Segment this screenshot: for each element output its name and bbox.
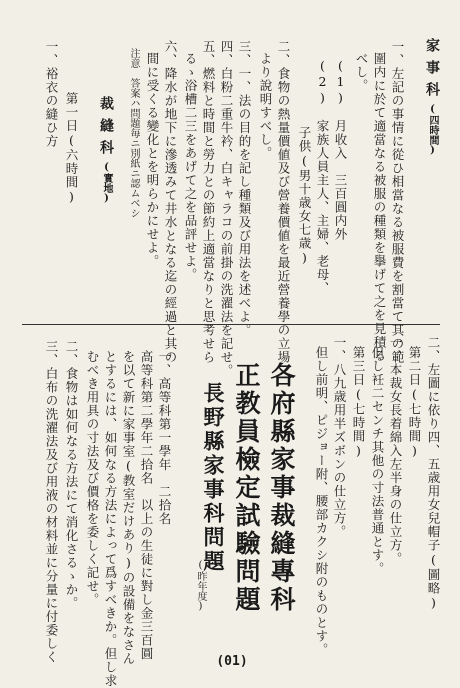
question-1-line-3: べし。 bbox=[354, 52, 369, 93]
kaji-question-1-line-4: むべき用具の寸法及び價格を委しく記せ。 bbox=[85, 350, 100, 607]
question-6-line-1: 六、降水が地下に滲透みて井水となる迄の經過と其の bbox=[163, 40, 178, 364]
question-1-line-1: 一、左記の事情に從ひ相當なる被服費を割當て其の範 bbox=[390, 40, 405, 364]
saihou-question-1: 一、裕衣の縫ひ方 bbox=[44, 40, 59, 148]
saihou-day-2-note: 但し衽二センチ其他の寸法普通とす。 bbox=[370, 346, 385, 576]
question-4: 四、白粉二重牛衿、白キャラコの前掛の洗濯法を記せ。 bbox=[219, 40, 234, 378]
kaji-question-2: 二、食物は如何なる方法にて消化さるゝか。 bbox=[64, 340, 79, 610]
question-2-line-1: 二、食物の熱量價値及び營養價値を最近營養學の立場 bbox=[276, 40, 291, 364]
question-1-item-1: (1) 月收入 三百圓内外 bbox=[333, 58, 348, 241]
question-5-line-2: るゝ浴槽二三をあげて之を品評せよ。 bbox=[183, 52, 198, 282]
question-3: 三、一、法の目的を記し種類及び用法を述べよ。 bbox=[237, 40, 252, 337]
question-1-line-2: 圍内に於て適當なる被服の種類を擧げて之を見積る bbox=[372, 52, 387, 363]
section-heading-kaji: 家事科(四時間) bbox=[424, 38, 440, 156]
question-1-item-2-cont: 子供(男十歳女七歳) bbox=[297, 126, 312, 266]
answer-note: 注意 答案ハ問題毎ニ別紙ニ認ムベシ bbox=[128, 48, 139, 218]
question-2-line-2: より說明すべし。 bbox=[258, 52, 273, 160]
saihou-day-3: 第三日(七時間) bbox=[351, 346, 366, 459]
saihou-day-3-item: 一、八九歳用半ズボンの仕立方。 bbox=[332, 336, 347, 539]
kaji-question-1-line-3: とするには、如何なる方法によって爲すべきか。但し求 bbox=[103, 350, 118, 688]
exam-title-line-1: 各府縣家事裁縫專科 bbox=[267, 362, 296, 614]
exam-title-line-2: 正教員檢定試驗問題 bbox=[232, 362, 261, 614]
saihou-day-1: 第一日(六時間) bbox=[64, 92, 79, 205]
kaji-question-1-line-1: 高等科第二學年二拾名 以上の生徒に對し金三百圓 bbox=[139, 350, 154, 661]
saihou-question-2: 二、左圖に依り四、五歳用女兒帽子(圖略) bbox=[426, 336, 441, 611]
exam-subtitle: 長野縣家事科問題 bbox=[201, 382, 226, 574]
page-number: (01) bbox=[216, 654, 248, 669]
question-5-line-1: 五、燃料と時間と勞力との節約上適當なりと思考せら bbox=[201, 40, 216, 364]
question-6-line-2: 間に受くる變化とを明らかにせよ。 bbox=[145, 52, 160, 268]
section-heading-saihou: 裁縫科(實地) bbox=[98, 96, 114, 204]
section-divider bbox=[22, 324, 440, 325]
exam-year-note: (昨年度) bbox=[195, 560, 206, 612]
kaji-question-1-head: 一、高等科第一學年 二拾名 bbox=[157, 350, 172, 526]
saihou-day-2-item: 一、本裁女長着綿入左半身の仕立方。 bbox=[388, 336, 403, 566]
kaji-question-3: 三、白布の洗濯法及び用液の材料並に分量に付委しく bbox=[44, 340, 59, 664]
question-1-item-2: (2) 家族人員主人、主婦、老母、 bbox=[315, 58, 330, 295]
saihou-day-2: 第二日(七時間) bbox=[407, 346, 422, 459]
kaji-question-1-line-2: を以て新に家事室(教室だけあり)の設備をなさん bbox=[121, 350, 136, 666]
saihou-day-3-note: 但し前明、ピジョー附、腰部カクシ附のものとす。 bbox=[314, 346, 329, 657]
